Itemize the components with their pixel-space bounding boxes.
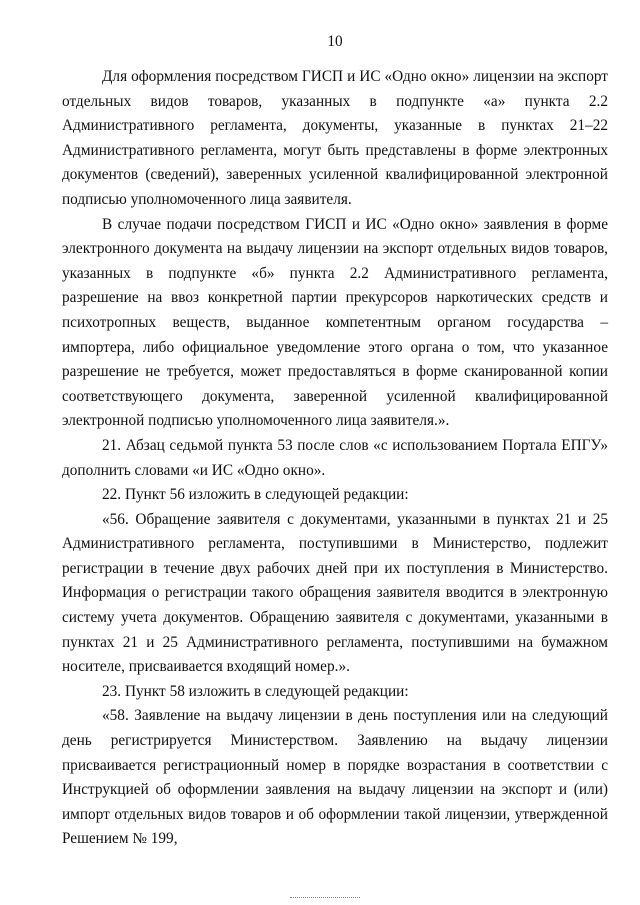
page-number: 10 bbox=[327, 33, 343, 50]
paragraph-point-58: «58. Заявление на выдачу лицензии в день поступления или на следующий день регистрируется Министерством. Заявлению на выдачу лицензии присваивается регистрационный номер в порядке возрастания в соответствии с Инструкцией об оформлении заявления на выдачу лицензии на экспорт и (или) импорт отдельных видов товаров и об оформлении такой лицензии, утвержденной Решением № 199, bbox=[62, 707, 608, 848]
paragraph-precursor-permit: В случае подачи посредством ГИСП и ИС «Одно окно» заявления в форме электронного документа на выдачу лицензии на экспорт отдельных видов товаров, указанных в подпункте «б» пункта 2.2 Административного регламента, разрешение на ввоз конкретной партии прекурсоров наркотических средств и психотропных веществ, выданное компетентным органом государства – импортера, либо официальное уведомление этого органа о том, что указанное разрешение не требуется, может предоставляться в форме сканированной копии соответствующего документа, заверенной усиленной квалифицированной электронной подписью уполномоченного лица заявителя.». bbox=[62, 215, 608, 430]
paragraph-gisp-licence-documents: Для оформления посредством ГИСП и ИС «Одно окно» лицензии на экспорт отдельных видов товаров, указанных в подпункте «а» пункта 2.2 Административного регламента, документы, указанные в пунктах 21–22 Административного регламента, могут быть представлены в форме электронных документов (сведений), заверенных усиленной квалифицированной электронной подписью уполномоченного лица заявителя. bbox=[62, 68, 608, 208]
paragraph-item-22: 22. Пункт 56 изложить в следующей редакции: bbox=[102, 486, 409, 504]
paragraph-item-21: 21. Абзац седьмой пункта 53 после слов «с использованием Портала ЕПГУ» дополнить словами «и ИС «Одно окно». bbox=[62, 436, 608, 479]
scan-edge-mark bbox=[290, 897, 360, 899]
paragraph-point-56: «56. Обращение заявителя с документами, указанными в пунктах 21 и 25 Административного регламента, поступившими в Министерство, подлежит регистрации в течение двух рабочих дней при их поступления в Министерство. Информация о регистрации такого обращения заявителя вводится в электронную систему учета документов. Обращению заявителя с документами, указанными в пунктах 21 и 25 Административного регламента, поступившими на бумажном носителе, присваивается входящий номер.». bbox=[62, 510, 608, 676]
paragraph-item-23: 23. Пункт 58 изложить в следующей редакции: bbox=[102, 682, 409, 700]
